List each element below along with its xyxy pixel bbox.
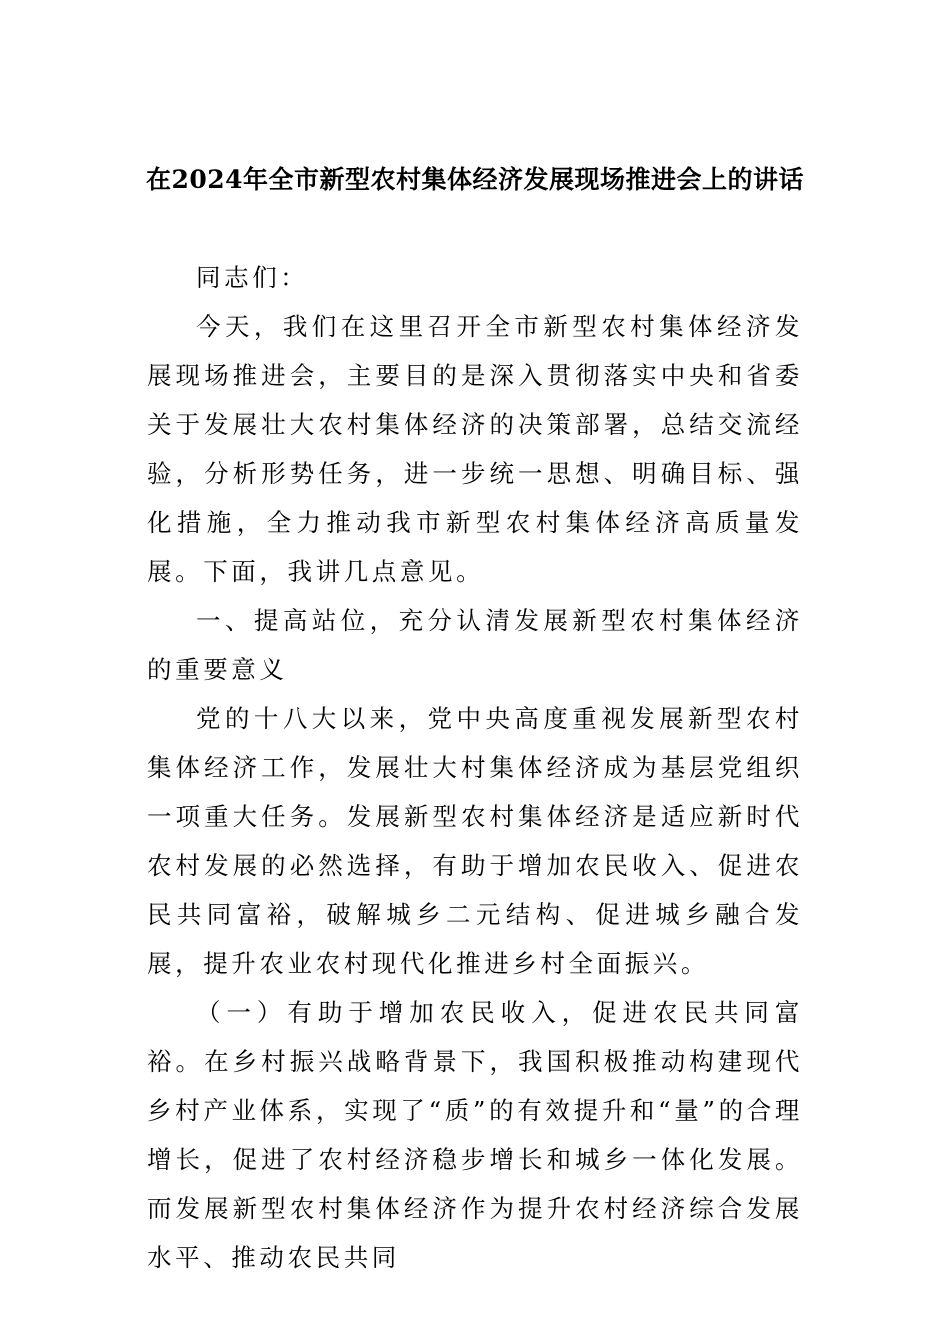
document-body	[147, 253, 803, 1282]
intro-paragraph: 今天，我们在这里召开全市新型农村集体经济发展现场推进会，主要目的是深入贯彻落实中央和省委关于发展壮大农村集体经济的决策部署，总结交流经验，分析形势任务，进一步统一思想、明确目标、强化措施，全力推动我市新型农村集体经济高质量发展。下面，我讲几点意见。	[147, 312, 803, 586]
body-paragraph: 党的十八大以来，党中央高度重视发展新型农村集体经济工作，发展壮大村集体经济成为基层党组织一项重大任务。发展新型农村集体经济是适应新时代农村发展的必然选择，有助于增加农民收入、促进农民共同富裕，破解城乡二元结构、促进城乡融合发展，提升农业农村现代化推进乡村全面振兴。	[147, 704, 803, 978]
subsection-paragraph-1: （一）有助于增加农民收入，促进农民共同富裕。在乡村振兴战略背景下，我国积极推动构建现代乡村产业体系，实现了“质”的有效提升和“量”的合理增长，促进了农村经济稳步增长和城乡一体化发展。而发展新型农村集体经济作为提升农村经济综合发展水平、推动农民共同	[147, 998, 803, 1272]
section-heading-1: 一、提高站位，充分认清发展新型农村集体经济的重要意义	[147, 606, 803, 684]
salutation-paragraph: 同志们：	[196, 263, 309, 292]
document-title: 在2024年全市新型农村集体经济发展现场推进会上的讲话	[145, 165, 805, 194]
